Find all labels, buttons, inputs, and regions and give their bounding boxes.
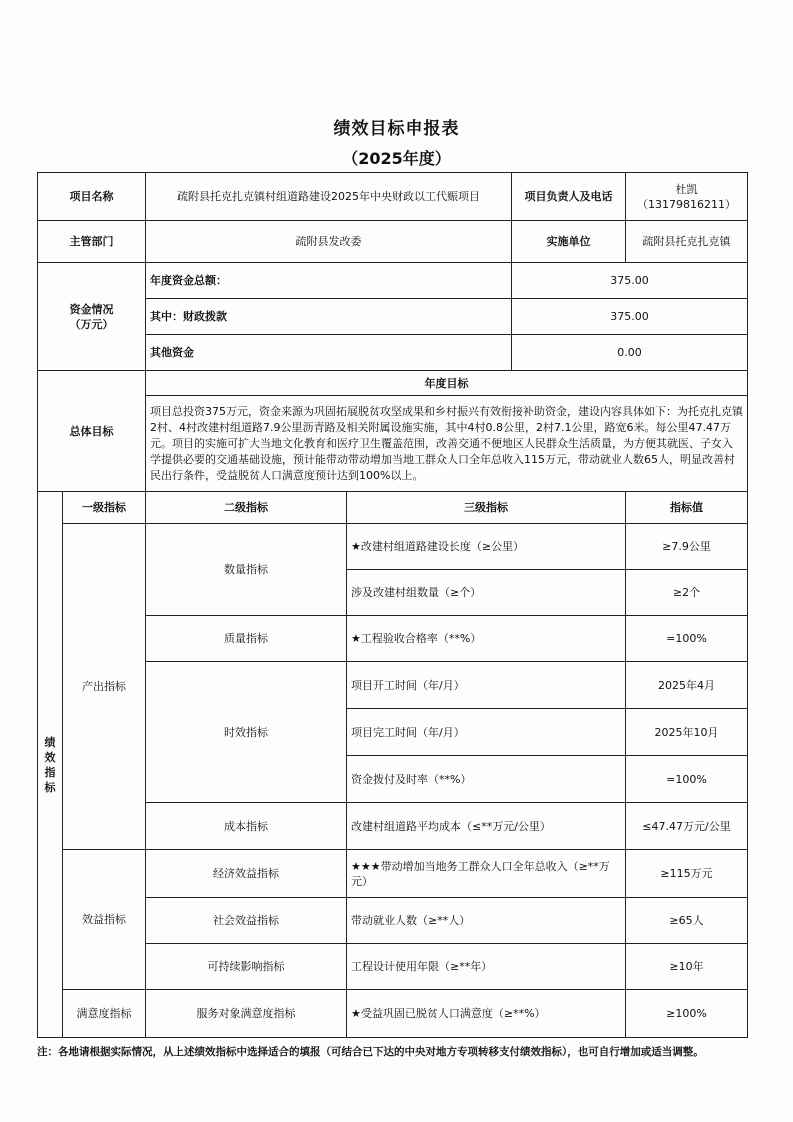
indicator-value: 2025年10月 — [626, 709, 748, 756]
indicator-name: 工程设计使用年限（≥**年） — [347, 944, 626, 990]
level2-social: 社会效益指标 — [146, 898, 347, 944]
header-value: 指标值 — [626, 492, 748, 524]
performance-table — [37, 172, 748, 1038]
overall-header-row — [38, 371, 748, 396]
indicator-row — [38, 524, 748, 570]
footnote: 注：各地请根据实际情况，从上述绩效指标中选择适合的填报（可结合已下达的中央对地方专项转移支付绩效指标），也可自行增加或适当调整。 — [37, 1046, 704, 1058]
indicator-value: =100% — [626, 616, 748, 662]
level1-benefit: 效益指标 — [63, 850, 146, 990]
indicator-name: 涉及改建村组数量（≥个） — [347, 570, 626, 616]
header-level3: 三级指标 — [347, 492, 626, 524]
indicator-value: ≥7.9公里 — [626, 524, 748, 570]
indicator-value: ≥10年 — [626, 944, 748, 990]
indicator-name: 项目开工时间（年/月） — [347, 662, 626, 709]
indicator-value: ≥115万元 — [626, 850, 748, 898]
side-label-2: 指标 — [44, 765, 56, 794]
page-subtitle: （2025年度） — [342, 149, 451, 168]
department-row — [38, 221, 748, 263]
funds-label — [38, 263, 146, 371]
indicator-name: ★工程验收合格率（**%） — [347, 616, 626, 662]
level2-cost: 成本指标 — [146, 803, 347, 850]
funds-item-value: 375.00 — [512, 299, 748, 335]
funds-item-label: 年度资金总额： — [146, 263, 512, 299]
contact-cell — [626, 173, 748, 221]
funds-row — [38, 263, 748, 299]
funds-item-label: 其中：财政拨款 — [146, 299, 512, 335]
funds-item-value: 0.00 — [512, 335, 748, 371]
funds-item-value: 375.00 — [512, 263, 748, 299]
header-level1: 一级指标 — [63, 492, 146, 524]
level2-sustain: 可持续影响指标 — [146, 944, 347, 990]
indicator-value: ≥100% — [626, 990, 748, 1038]
indicator-value: ≥2个 — [626, 570, 748, 616]
indicator-name: 项目完工时间（年/月） — [347, 709, 626, 756]
indicator-row — [38, 990, 748, 1038]
funds-label-line1: 资金情况 — [69, 302, 114, 316]
page-title: 绩效目标申报表 — [333, 119, 460, 139]
unit-value: 疏附县托克扎克镇 — [626, 221, 748, 263]
indicator-name: ★改建村组道路建设长度（≥公里） — [347, 524, 626, 570]
indicator-value: 2025年4月 — [626, 662, 748, 709]
level1-output: 产出指标 — [63, 524, 146, 850]
project-name-row — [38, 173, 748, 221]
overall-label: 总体目标 — [38, 371, 146, 492]
project-name-label: 项目名称 — [38, 173, 146, 221]
contact-phone: （13179816211） — [637, 197, 736, 211]
header-level2: 二级指标 — [146, 492, 347, 524]
side-label-1: 绩效 — [44, 735, 56, 764]
contact-name: 杜凯 — [675, 182, 698, 196]
level2-timeliness: 时效指标 — [146, 662, 347, 803]
unit-label: 实施单位 — [512, 221, 626, 263]
level2-quality: 质量指标 — [146, 616, 347, 662]
funds-item-label: 其他资金 — [146, 335, 512, 371]
indicator-name: 带动就业人数（≥**人） — [347, 898, 626, 944]
indicator-value: ≤47.47万元/公里 — [626, 803, 748, 850]
indicator-name: ★★★带动增加当地务工群众人口全年总收入（≥**万元） — [347, 850, 626, 898]
project-name-value: 疏附县托克扎克镇村组道路建设2025年中央财政以工代赈项目 — [146, 173, 512, 221]
overall-text: 项目总投资375万元，资金来源为巩固拓展脱贫攻坚成果和乡村振兴有效衔接补助资金，建设内容具体如下：为托克扎克镇2村、4村改建村组道路7.9公里沥青路及相关附属设施实施，其中4村0.8公里，2村7.1公里，路宽6米。每公里47.47万元。项目的实施可扩大当地文化教育和医疗卫生覆盖范围，改善交通不便地区人民群众生活质量，为方便其就医、子女入学提供必要的交通基础设施，预计能带动带动增加当地工群众人口全年总收入115万元，带动就业人数65人，明显改善村民出行条件，受益脱贫人口满意度预计达到100%以上。 — [146, 396, 748, 492]
dept-value: 疏附县发改委 — [146, 221, 512, 263]
performance-side-label — [38, 492, 63, 1038]
indicator-name: 资金拨付及时率（**%） — [347, 756, 626, 803]
indicator-name: 改建村组道路平均成本（≤**万元/公里） — [347, 803, 626, 850]
indicator-value: ≥65人 — [626, 898, 748, 944]
dept-label: 主管部门 — [38, 221, 146, 263]
indicator-value: =100% — [626, 756, 748, 803]
contact-label: 项目负责人及电话 — [512, 173, 626, 221]
level2-service: 服务对象满意度指标 — [146, 990, 347, 1038]
overall-header: 年度目标 — [146, 371, 748, 396]
indicator-name: ★受益巩固已脱贫人口满意度（≥**%） — [347, 990, 626, 1038]
indicator-header-row — [38, 492, 748, 524]
level1-satisfaction: 满意度指标 — [63, 990, 146, 1038]
level2-quantity: 数量指标 — [146, 524, 347, 616]
indicator-row — [38, 850, 748, 898]
level2-economic: 经济效益指标 — [146, 850, 347, 898]
funds-label-line2: （万元） — [69, 317, 114, 331]
